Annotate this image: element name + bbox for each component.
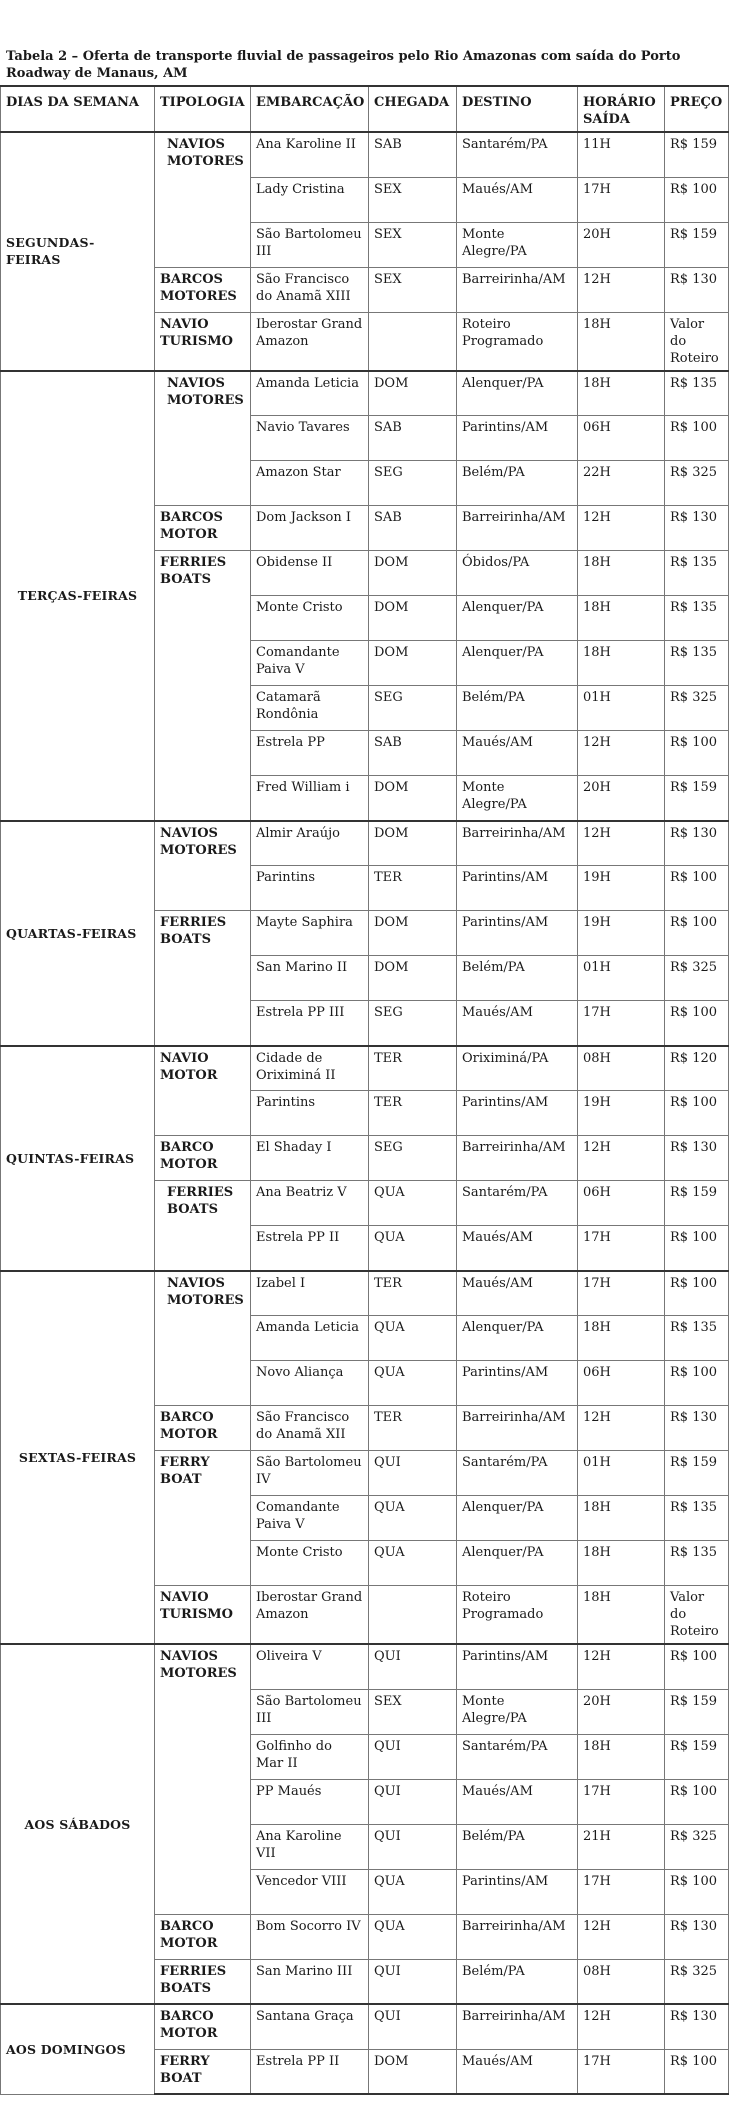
typology-cell: BARCO MOTOR — [155, 2004, 251, 2049]
price-cell: R$ 325 — [665, 686, 729, 731]
typology-cell: BARCOS MOTORES — [155, 267, 251, 312]
vessel-cell: Golfinho do Mar II — [251, 1734, 369, 1779]
price-cell: R$ 100 — [665, 1271, 729, 1316]
destination-cell: Barreirinha/AM — [457, 2004, 578, 2049]
departure-time-cell: 20H — [578, 776, 665, 821]
price-cell: R$ 325 — [665, 461, 729, 506]
vessel-cell: Parintins — [251, 1091, 369, 1136]
typology-cell: NAVIO TURISMO — [155, 1586, 251, 1645]
departure-time-cell: 18H — [578, 1541, 665, 1586]
vessel-cell: Bom Socorro IV — [251, 1914, 369, 1959]
arrival-cell: QUI — [369, 1824, 457, 1869]
vessel-cell: Catamarã Rondônia — [251, 686, 369, 731]
table-header — [1, 86, 729, 132]
arrival-cell: QUI — [369, 1959, 457, 2004]
departure-time-cell: 18H — [578, 596, 665, 641]
arrival-cell: SAB — [369, 416, 457, 461]
header-destino: DESTINO — [457, 86, 578, 132]
arrival-cell: TER — [369, 1271, 457, 1316]
departure-time-cell: 06H — [578, 416, 665, 461]
table-body — [1, 132, 729, 2094]
destination-cell: Maués/AM — [457, 731, 578, 776]
arrival-cell: DOM — [369, 551, 457, 596]
day-cell: AOS DOMINGOS — [1, 2004, 155, 2094]
vessel-cell: Oliveira V — [251, 1644, 369, 1689]
typology-cell: FERRIES BOATS — [155, 551, 251, 821]
arrival-cell: DOM — [369, 956, 457, 1001]
departure-time-cell: 17H — [578, 1001, 665, 1046]
vessel-cell: Estrela PP III — [251, 1001, 369, 1046]
destination-cell: Alenquer/PA — [457, 371, 578, 416]
vessel-cell: Estrela PP II — [251, 1226, 369, 1271]
arrival-cell: SAB — [369, 506, 457, 551]
destination-cell: Barreirinha/AM — [457, 506, 578, 551]
price-cell: Valor do Roteiro — [665, 1586, 729, 1645]
price-cell: R$ 325 — [665, 1824, 729, 1869]
departure-time-cell: 19H — [578, 1091, 665, 1136]
price-cell: R$ 100 — [665, 1226, 729, 1271]
vessel-cell: San Marino II — [251, 956, 369, 1001]
vessel-cell: Cidade de Oriximiná II — [251, 1046, 369, 1091]
header-chegada: CHEGADA — [369, 86, 457, 132]
departure-time-cell: 18H — [578, 1316, 665, 1361]
destination-cell: Maués/AM — [457, 177, 578, 222]
price-cell: R$ 100 — [665, 2049, 729, 2094]
arrival-cell: SEG — [369, 1136, 457, 1181]
destination-cell: Maués/AM — [457, 2049, 578, 2094]
destination-cell: Parintins/AM — [457, 911, 578, 956]
vessel-cell: Monte Cristo — [251, 1541, 369, 1586]
vessel-cell: São Bartolomeu IV — [251, 1451, 369, 1496]
destination-cell: Alenquer/PA — [457, 1541, 578, 1586]
destination-cell: Roteiro Programado — [457, 1586, 578, 1645]
departure-time-cell: 17H — [578, 1226, 665, 1271]
price-cell: R$ 130 — [665, 267, 729, 312]
destination-cell: Maués/AM — [457, 1271, 578, 1316]
departure-time-cell: 12H — [578, 1136, 665, 1181]
destination-cell: Barreirinha/AM — [457, 1136, 578, 1181]
departure-time-cell: 12H — [578, 267, 665, 312]
vessel-cell: Ana Karoline II — [251, 132, 369, 177]
typology-cell: NAVIOS MOTORES — [155, 821, 251, 911]
destination-cell: Maués/AM — [457, 1226, 578, 1271]
departure-time-cell: 12H — [578, 1914, 665, 1959]
departure-time-cell: 18H — [578, 312, 665, 371]
destination-cell: Monte Alegre/PA — [457, 222, 578, 267]
header-preco: PREÇO — [665, 86, 729, 132]
arrival-cell: TER — [369, 1091, 457, 1136]
destination-cell: Belém/PA — [457, 956, 578, 1001]
price-cell: R$ 100 — [665, 1869, 729, 1914]
destination-cell: Barreirinha/AM — [457, 1914, 578, 1959]
vessel-cell: Estrela PP II — [251, 2049, 369, 2094]
vessel-cell: São Bartolomeu III — [251, 1689, 369, 1734]
header-tipologia: TIPOLOGIA — [155, 86, 251, 132]
arrival-cell: SEX — [369, 222, 457, 267]
vessel-cell: Santana Graça — [251, 2004, 369, 2049]
departure-time-cell: 12H — [578, 2004, 665, 2049]
departure-time-cell: 19H — [578, 911, 665, 956]
price-cell: R$ 159 — [665, 222, 729, 267]
vessel-cell: Fred William i — [251, 776, 369, 821]
arrival-cell: SEG — [369, 1001, 457, 1046]
arrival-cell: QUA — [369, 1361, 457, 1406]
price-cell: R$ 159 — [665, 1451, 729, 1496]
arrival-cell: SEX — [369, 267, 457, 312]
arrival-cell: DOM — [369, 911, 457, 956]
destination-cell: Alenquer/PA — [457, 1316, 578, 1361]
departure-time-cell: 17H — [578, 1869, 665, 1914]
typology-cell: NAVIOS MOTORES — [155, 371, 251, 506]
price-cell: R$ 159 — [665, 1689, 729, 1734]
destination-cell: Belém/PA — [457, 1959, 578, 2004]
departure-time-cell: 21H — [578, 1824, 665, 1869]
arrival-cell: DOM — [369, 776, 457, 821]
vessel-cell: Novo Aliança — [251, 1361, 369, 1406]
departure-time-cell: 19H — [578, 866, 665, 911]
header-dias: DIAS DA SEMANA — [1, 86, 155, 132]
day-cell: AOS SÁBADOS — [1, 1644, 155, 2004]
departure-time-cell: 11H — [578, 132, 665, 177]
vessel-cell: Ana Beatriz V — [251, 1181, 369, 1226]
price-cell: R$ 100 — [665, 1361, 729, 1406]
departure-time-cell: 12H — [578, 731, 665, 776]
departure-time-cell: 18H — [578, 641, 665, 686]
typology-cell: BARCO MOTOR — [155, 1914, 251, 1959]
arrival-cell: SEX — [369, 177, 457, 222]
departure-time-cell: 20H — [578, 222, 665, 267]
table-row — [1, 132, 729, 177]
day-cell: SEXTAS-FEIRAS — [1, 1271, 155, 1645]
day-cell: QUINTAS-FEIRAS — [1, 1046, 155, 1271]
table-row — [1, 821, 729, 866]
departure-time-cell: 06H — [578, 1181, 665, 1226]
arrival-cell: DOM — [369, 371, 457, 416]
departure-time-cell: 17H — [578, 1271, 665, 1316]
vessel-cell: Parintins — [251, 866, 369, 911]
destination-cell: Monte Alegre/PA — [457, 776, 578, 821]
destination-cell: Parintins/AM — [457, 1361, 578, 1406]
departure-time-cell: 01H — [578, 1451, 665, 1496]
departure-time-cell: 20H — [578, 1689, 665, 1734]
day-cell: TERÇAS-FEIRAS — [1, 371, 155, 821]
arrival-cell: QUI — [369, 2004, 457, 2049]
departure-time-cell: 18H — [578, 1496, 665, 1541]
departure-time-cell: 08H — [578, 1959, 665, 2004]
arrival-cell: TER — [369, 1406, 457, 1451]
price-cell: R$ 325 — [665, 956, 729, 1001]
table-row — [1, 1644, 729, 1689]
destination-cell: Santarém/PA — [457, 132, 578, 177]
price-cell: R$ 100 — [665, 416, 729, 461]
arrival-cell — [369, 312, 457, 371]
table-row — [1, 1271, 729, 1316]
departure-time-cell: 01H — [578, 686, 665, 731]
price-cell: R$ 100 — [665, 1644, 729, 1689]
table-caption: Tabela 2 – Oferta de transporte fluvial de passageiros pelo Rio Amazonas com saída do Porto Roadway de Manaus, AM — [6, 49, 681, 81]
typology-cell: BARCOS MOTOR — [155, 506, 251, 551]
departure-time-cell: 22H — [578, 461, 665, 506]
typology-cell: FERRIES BOATS — [155, 911, 251, 1046]
arrival-cell: SAB — [369, 731, 457, 776]
table-row — [1, 1046, 729, 1091]
price-cell: R$ 100 — [665, 177, 729, 222]
departure-time-cell: 12H — [578, 821, 665, 866]
vessel-cell: São Francisco do Anamã XII — [251, 1406, 369, 1451]
vessel-cell: Izabel I — [251, 1271, 369, 1316]
table-row — [1, 371, 729, 416]
price-cell: R$ 135 — [665, 1496, 729, 1541]
destination-cell: Santarém/PA — [457, 1181, 578, 1226]
destination-cell: Santarém/PA — [457, 1734, 578, 1779]
price-cell: R$ 325 — [665, 1959, 729, 2004]
vessel-cell: PP Maués — [251, 1779, 369, 1824]
arrival-cell: QUI — [369, 1779, 457, 1824]
header-horario: HORÁRIO SAÍDA — [578, 86, 665, 132]
departure-time-cell: 18H — [578, 371, 665, 416]
price-cell: R$ 130 — [665, 2004, 729, 2049]
arrival-cell: QUI — [369, 1644, 457, 1689]
arrival-cell: QUA — [369, 1181, 457, 1226]
destination-cell: Belém/PA — [457, 1824, 578, 1869]
price-cell: R$ 100 — [665, 911, 729, 956]
destination-cell: Parintins/AM — [457, 416, 578, 461]
vessel-cell: Amazon Star — [251, 461, 369, 506]
vessel-cell: Estrela PP — [251, 731, 369, 776]
arrival-cell: DOM — [369, 821, 457, 866]
destination-cell: Barreirinha/AM — [457, 267, 578, 312]
destination-cell: Barreirinha/AM — [457, 821, 578, 866]
typology-cell: FERRIES BOATS — [155, 1959, 251, 2004]
destination-cell: Parintins/AM — [457, 1644, 578, 1689]
departure-time-cell: 08H — [578, 1046, 665, 1091]
vessel-cell: Mayte Saphira — [251, 911, 369, 956]
price-cell: R$ 159 — [665, 776, 729, 821]
vessel-cell: Lady Cristina — [251, 177, 369, 222]
price-cell: R$ 135 — [665, 641, 729, 686]
vessel-cell: São Bartolomeu III — [251, 222, 369, 267]
vessel-cell: Comandante Paiva V — [251, 641, 369, 686]
price-cell: R$ 135 — [665, 1541, 729, 1586]
destination-cell: Maués/AM — [457, 1001, 578, 1046]
departure-time-cell: 01H — [578, 956, 665, 1001]
arrival-cell — [369, 1586, 457, 1645]
vessel-cell: Obidense II — [251, 551, 369, 596]
typology-cell: FERRIES BOATS — [155, 1181, 251, 1271]
vessel-cell: Amanda Leticia — [251, 371, 369, 416]
price-cell: Valor do Roteiro — [665, 312, 729, 371]
vessel-cell: San Marino III — [251, 1959, 369, 2004]
price-cell: R$ 159 — [665, 1734, 729, 1779]
header-embarcacao: EMBARCAÇÃO — [251, 86, 369, 132]
price-cell: R$ 100 — [665, 866, 729, 911]
arrival-cell: TER — [369, 866, 457, 911]
day-cell: QUARTAS-FEIRAS — [1, 821, 155, 1046]
departure-time-cell: 18H — [578, 551, 665, 596]
vessel-cell: Comandante Paiva V — [251, 1496, 369, 1541]
destination-cell: Alenquer/PA — [457, 596, 578, 641]
typology-cell: BARCO MOTOR — [155, 1136, 251, 1181]
arrival-cell: SEX — [369, 1689, 457, 1734]
vessel-cell: Almir Araújo — [251, 821, 369, 866]
arrival-cell: DOM — [369, 2049, 457, 2094]
typology-cell: NAVIOS MOTORES — [155, 1644, 251, 1914]
arrival-cell: QUA — [369, 1869, 457, 1914]
arrival-cell: QUA — [369, 1541, 457, 1586]
arrival-cell: SEG — [369, 461, 457, 506]
vessel-cell: Ana Karoline VII — [251, 1824, 369, 1869]
price-cell: R$ 130 — [665, 1406, 729, 1451]
table-row — [1, 2004, 729, 2049]
typology-cell: NAVIO MOTOR — [155, 1046, 251, 1136]
price-cell: R$ 100 — [665, 731, 729, 776]
arrival-cell: TER — [369, 1046, 457, 1091]
arrival-cell: DOM — [369, 641, 457, 686]
vessel-cell: Dom Jackson I — [251, 506, 369, 551]
departure-time-cell: 12H — [578, 1644, 665, 1689]
arrival-cell: QUA — [369, 1226, 457, 1271]
vessel-cell: Vencedor VIII — [251, 1869, 369, 1914]
price-cell: R$ 135 — [665, 596, 729, 641]
destination-cell: Alenquer/PA — [457, 641, 578, 686]
price-cell: R$ 120 — [665, 1046, 729, 1091]
typology-cell: FERRY BOAT — [155, 1451, 251, 1586]
departure-time-cell: 12H — [578, 1406, 665, 1451]
departure-time-cell: 18H — [578, 1734, 665, 1779]
arrival-cell: QUA — [369, 1914, 457, 1959]
departure-time-cell: 12H — [578, 506, 665, 551]
typology-cell: NAVIOS MOTORES — [155, 132, 251, 267]
price-cell: R$ 159 — [665, 1181, 729, 1226]
vessel-cell: Amanda Leticia — [251, 1316, 369, 1361]
arrival-cell: DOM — [369, 596, 457, 641]
price-cell: R$ 135 — [665, 1316, 729, 1361]
vessel-cell: Navio Tavares — [251, 416, 369, 461]
typology-cell: FERRY BOAT — [155, 2049, 251, 2094]
departure-time-cell: 17H — [578, 2049, 665, 2094]
destination-cell: Óbidos/PA — [457, 551, 578, 596]
departure-time-cell: 06H — [578, 1361, 665, 1406]
price-cell: R$ 159 — [665, 132, 729, 177]
destination-cell: Barreirinha/AM — [457, 1406, 578, 1451]
typology-cell: NAVIOS MOTORES — [155, 1271, 251, 1406]
destination-cell: Santarém/PA — [457, 1451, 578, 1496]
arrival-cell: QUI — [369, 1451, 457, 1496]
price-cell: R$ 100 — [665, 1779, 729, 1824]
typology-cell: NAVIO TURISMO — [155, 312, 251, 371]
arrival-cell: QUA — [369, 1316, 457, 1361]
price-cell: R$ 135 — [665, 551, 729, 596]
vessel-cell: São Francisco do Anamã XIII — [251, 267, 369, 312]
arrival-cell: QUI — [369, 1734, 457, 1779]
price-cell: R$ 100 — [665, 1091, 729, 1136]
destination-cell: Roteiro Programado — [457, 312, 578, 371]
destination-cell: Parintins/AM — [457, 1869, 578, 1914]
price-cell: R$ 100 — [665, 1001, 729, 1046]
price-cell: R$ 130 — [665, 1136, 729, 1181]
vessel-cell: El Shaday I — [251, 1136, 369, 1181]
destination-cell: Parintins/AM — [457, 1091, 578, 1136]
day-cell: SEGUNDAS-FEIRAS — [1, 132, 155, 371]
transport-table — [0, 85, 729, 2095]
price-cell: R$ 130 — [665, 506, 729, 551]
destination-cell: Parintins/AM — [457, 866, 578, 911]
price-cell: R$ 130 — [665, 1914, 729, 1959]
destination-cell: Alenquer/PA — [457, 1496, 578, 1541]
price-cell: R$ 135 — [665, 371, 729, 416]
destination-cell: Oriximiná/PA — [457, 1046, 578, 1091]
typology-cell: BARCO MOTOR — [155, 1406, 251, 1451]
destination-cell: Belém/PA — [457, 686, 578, 731]
destination-cell: Belém/PA — [457, 461, 578, 506]
destination-cell: Maués/AM — [457, 1779, 578, 1824]
price-cell: R$ 130 — [665, 821, 729, 866]
header-row — [1, 86, 729, 132]
departure-time-cell: 17H — [578, 1779, 665, 1824]
arrival-cell: SEG — [369, 686, 457, 731]
vessel-cell: Monte Cristo — [251, 596, 369, 641]
vessel-cell: Iberostar Grand Amazon — [251, 1586, 369, 1645]
arrival-cell: QUA — [369, 1496, 457, 1541]
departure-time-cell: 18H — [578, 1586, 665, 1645]
destination-cell: Monte Alegre/PA — [457, 1689, 578, 1734]
departure-time-cell: 17H — [578, 177, 665, 222]
vessel-cell: Iberostar Grand Amazon — [251, 312, 369, 371]
arrival-cell: SAB — [369, 132, 457, 177]
